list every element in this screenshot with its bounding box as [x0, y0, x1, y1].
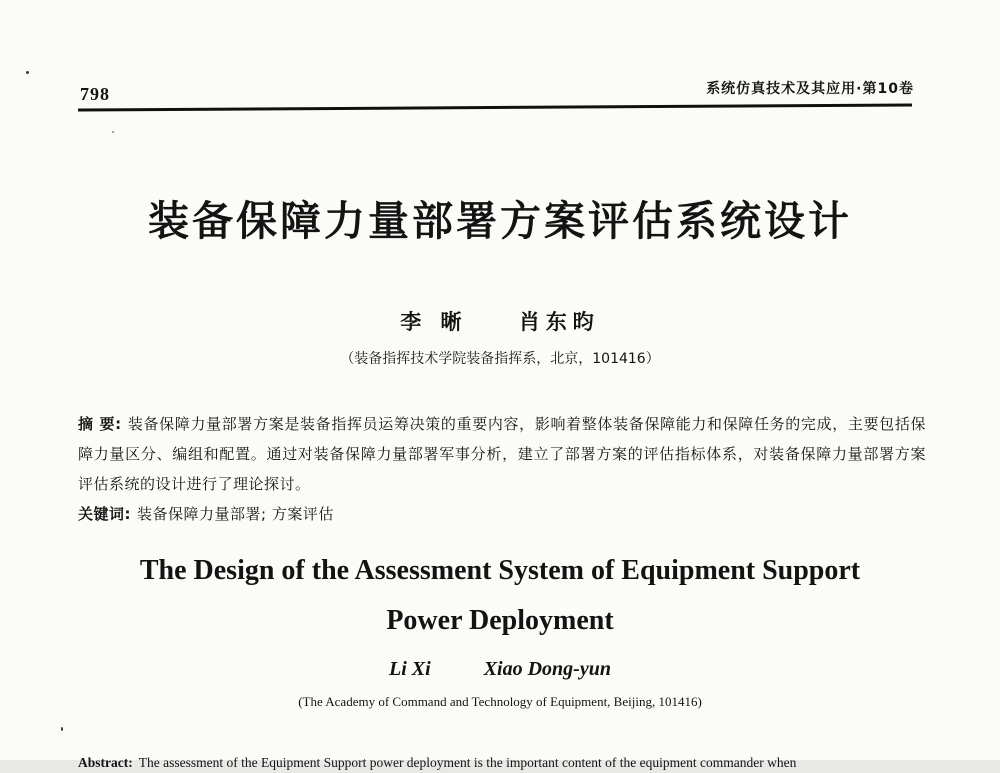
- paper-title-en: [0, 546, 1000, 646]
- authors-cn: [0, 306, 1000, 336]
- author-en-2: Xiao Dong-yun: [483, 658, 611, 680]
- affiliation-en: (The Academy of Command and Technology of Equipment, Beijing, 101416): [298, 694, 702, 709]
- author-en-1: Li Xi: [389, 658, 431, 680]
- scan-speck: [26, 71, 29, 74]
- authors-en: [0, 658, 1000, 681]
- keywords-cn-text: 装备保障力量部署; 方案评估: [137, 505, 334, 523]
- paper-title-en-line2: Power Deployment: [386, 605, 614, 636]
- paper-title-cn: 装备保障力量部署方案评估系统设计: [148, 197, 852, 245]
- abstract-cn-label: 摘 要:: [78, 415, 122, 433]
- abstract-cn: [78, 409, 926, 499]
- abstract-cn-text: 装备保障力量部署方案是装备指挥员运筹决策的重要内容，影响着整体装备保障能力和保障任务的完成，主要包括保障力量区分、编组和配置。通过对装备保障力量部署军事分析，建立了部署方案的评估指标体系，对装备保障力量部署方案评估系统的设计进行了理论探讨。: [78, 415, 926, 493]
- header-rule: [78, 103, 912, 111]
- abstract-en-text: The assessment of the Equipment Support power deployment is the important content of the equipment commander when: [138, 754, 797, 770]
- keywords-cn: [78, 499, 926, 529]
- abstract-en-label: Abstract:: [78, 754, 133, 770]
- author-cn-1: 李 晰: [400, 310, 468, 334]
- scan-speck: [112, 131, 114, 133]
- abstract-en: [78, 752, 930, 773]
- scan-speck: [61, 727, 63, 731]
- affiliation-cn: （装备指挥技术学院装备指挥系，北京，101416）: [340, 351, 660, 367]
- journal-header: 系统仿真技术及其应用·第10卷: [706, 81, 914, 97]
- paper-title-en-line1: The Design of the Assessment System of Equipment Support: [139, 555, 861, 586]
- author-cn-2: 肖东昀: [518, 310, 600, 334]
- keywords-cn-label: 关键词:: [78, 505, 131, 523]
- page-number: 798: [80, 84, 110, 104]
